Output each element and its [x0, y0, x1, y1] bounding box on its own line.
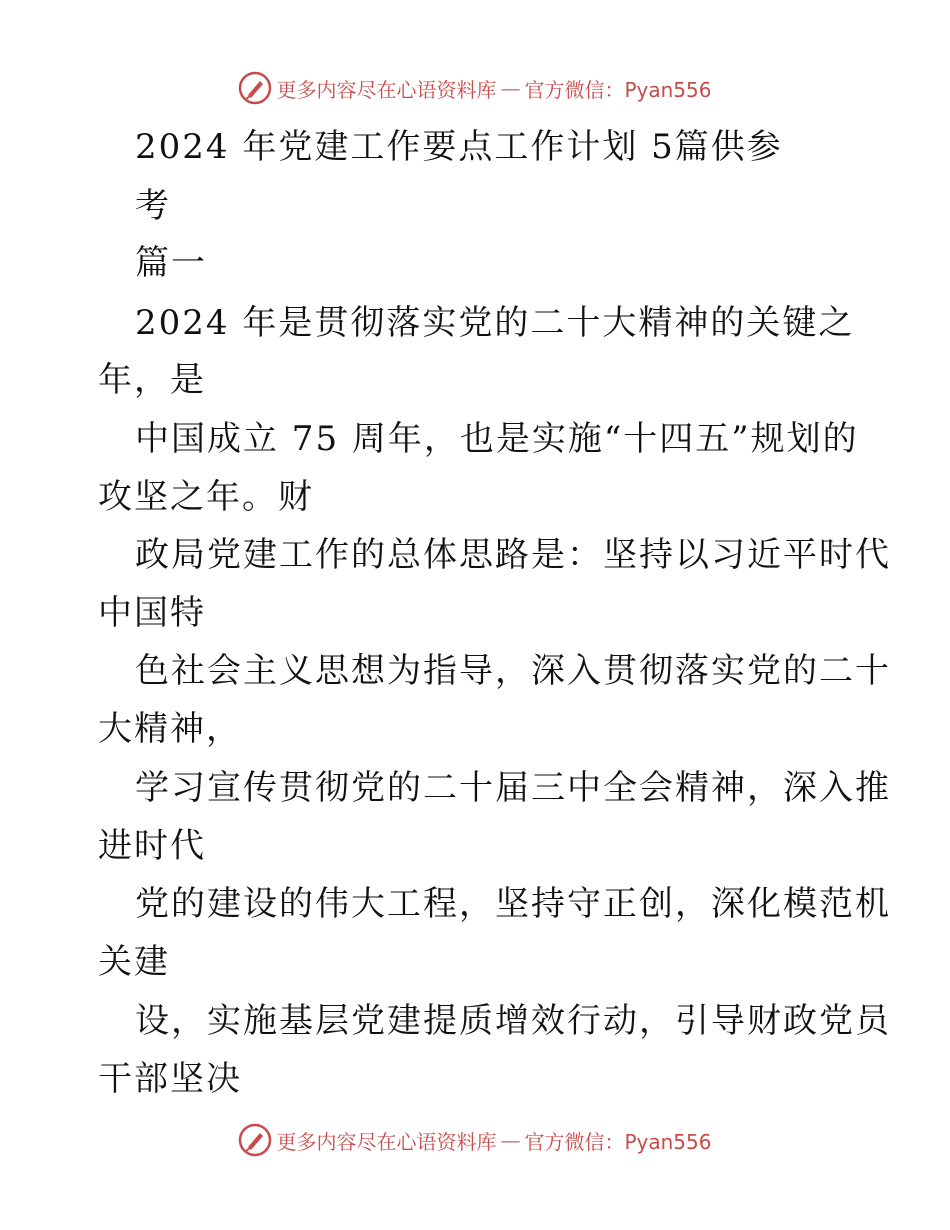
paragraph-line: 中国成立 75 周年，也是实施“十四五”规划的: [135, 419, 859, 459]
header-banner-text: 更多内容尽在心语资料库: [276, 77, 497, 102]
paragraph-line: 党的建设的伟大工程，坚持守正创，深化模范机: [135, 884, 891, 924]
footer-banner-separator: —: [500, 1128, 521, 1152]
paragraph-line: 年，是: [98, 360, 206, 400]
footer-banner-wechat: 官方微信：Pyan556: [524, 1129, 712, 1154]
header-banner: [0, 68, 950, 108]
paragraph-line: 学习宣传贯彻党的二十届三中全会精神，深入推: [135, 768, 891, 808]
header-banner-separator: —: [500, 76, 521, 100]
doc-title-line-2: 考: [135, 186, 171, 226]
paragraph-line: 干部坚决: [98, 1059, 242, 1099]
paragraph-line: 政局党建工作的总体思路是：坚持以习近平时代: [135, 535, 891, 575]
paragraph-line: 关建: [98, 942, 170, 982]
pen-logo-icon: [238, 1123, 272, 1157]
paragraph-line: 设，实施基层党建提质增效行动，引导财政党员: [135, 1001, 891, 1041]
paragraph-line: 2024 年是贯彻落实党的二十大精神的关键之: [135, 303, 855, 343]
footer-banner: [0, 1120, 950, 1160]
paragraph-line: 大精神，: [98, 709, 242, 749]
paragraph-line: 攻坚之年。财: [98, 477, 314, 517]
footer-banner-text: 更多内容尽在心语资料库: [276, 1129, 497, 1154]
paragraph-line: 色社会主义思想为指导，深入贯彻落实党的二十: [135, 651, 891, 691]
paragraph-line: 中国特: [98, 593, 206, 633]
header-banner-wechat: 官方微信：Pyan556: [524, 77, 712, 102]
section-heading: 篇一: [135, 243, 207, 283]
doc-title-line-1: 2024 年党建工作要点工作计划 5篇供参: [135, 127, 783, 167]
pen-logo-icon: [238, 71, 272, 105]
paragraph-line: 进时代: [98, 826, 206, 866]
